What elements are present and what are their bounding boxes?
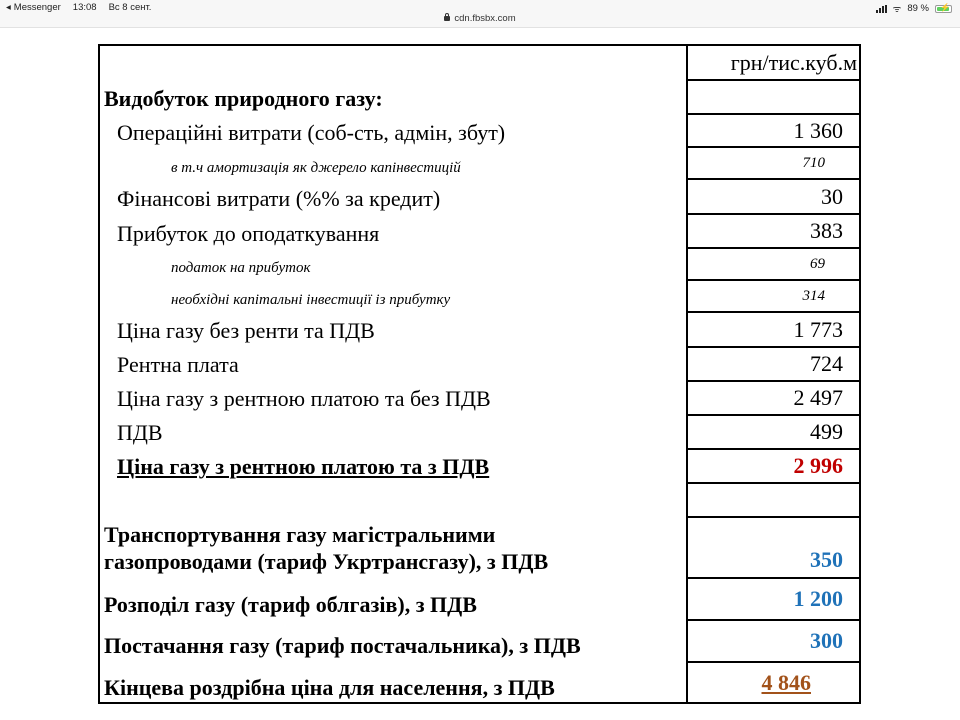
value-cell-total-gas-price: 2 996 xyxy=(688,448,859,482)
values-column xyxy=(686,44,861,704)
labels-column xyxy=(98,44,688,704)
final-price-label: Кінцева роздрібна ціна для населення, з ПДВ xyxy=(104,675,555,700)
value-cell: 383 xyxy=(688,213,859,247)
tariff-value: 1 200 xyxy=(688,577,859,619)
tariff-value: 350 xyxy=(688,516,859,577)
row-label: Операційні витрати (соб-сть, адмін, збут) xyxy=(117,120,506,145)
battery-percent: 89 % xyxy=(907,3,929,14)
row-label: ПДВ xyxy=(117,420,163,445)
back-arrow-icon: ◂ xyxy=(6,2,11,13)
back-app-label: Messenger xyxy=(13,2,61,13)
value-cell: 69 xyxy=(688,247,859,279)
row-label-total-gas-price: Ціна газу з рентною платою та з ПДВ xyxy=(117,454,490,479)
row-label: Ціна газу без ренти та ПДВ xyxy=(117,318,375,343)
address-bar[interactable] xyxy=(0,13,960,24)
value-cell: 314 xyxy=(688,279,859,311)
value-cell: 499 xyxy=(688,414,859,448)
value-cell: 710 xyxy=(688,146,859,178)
wifi-icon: ᯤ xyxy=(892,4,902,15)
row-label: Прибуток до оподаткування xyxy=(117,221,380,246)
gas-price-table xyxy=(98,44,861,704)
ios-status-bar xyxy=(0,0,960,28)
row-label: податок на прибуток xyxy=(171,260,311,276)
back-to-app-button[interactable] xyxy=(6,2,61,13)
value-cell: 724 xyxy=(688,346,859,380)
final-price-value: 4 846 xyxy=(688,661,859,702)
value-cell: 2 497 xyxy=(688,380,859,414)
tariff-label: Розподіл газу (тариф облгазів), з ПДВ xyxy=(104,592,477,617)
row-label: необхідні капітальні інвестиції із прибутку xyxy=(171,292,451,308)
tariff-label: Транспортування газу магістральними xyxy=(104,522,496,547)
tariff-value: 300 xyxy=(688,619,859,661)
tariff-label: газопроводами (тариф Укртрансгазу), з ПДВ xyxy=(104,549,549,574)
battery-charging-icon: ⚡ xyxy=(935,5,952,13)
unit-header: грн/тис.куб.м xyxy=(688,44,859,79)
value-cell: 1 360 xyxy=(688,113,859,146)
url-text: cdn.fbsbx.com xyxy=(454,13,516,24)
lock-icon xyxy=(444,16,450,21)
date: Вс 8 сент. xyxy=(108,2,152,13)
row-label: Рентна плата xyxy=(117,352,239,377)
value-cell-empty xyxy=(688,482,859,516)
value-cell: 30 xyxy=(688,178,859,213)
tariff-label: Постачання газу (тариф постачальника), з ПДВ xyxy=(104,633,581,658)
row-label: Ціна газу з рентною платою та без ПДВ xyxy=(117,386,491,411)
row-label: Фінансові витрати (%% за кредит) xyxy=(117,186,441,211)
row-label: в т.ч амортизація як джерело капінвестицій xyxy=(171,160,461,176)
value-cell-empty xyxy=(688,79,859,113)
section-title: Видобуток природного газу: xyxy=(104,86,383,111)
cellular-signal-icon xyxy=(876,5,887,13)
value-cell: 1 773 xyxy=(688,311,859,346)
clock: 13:08 xyxy=(72,2,97,13)
